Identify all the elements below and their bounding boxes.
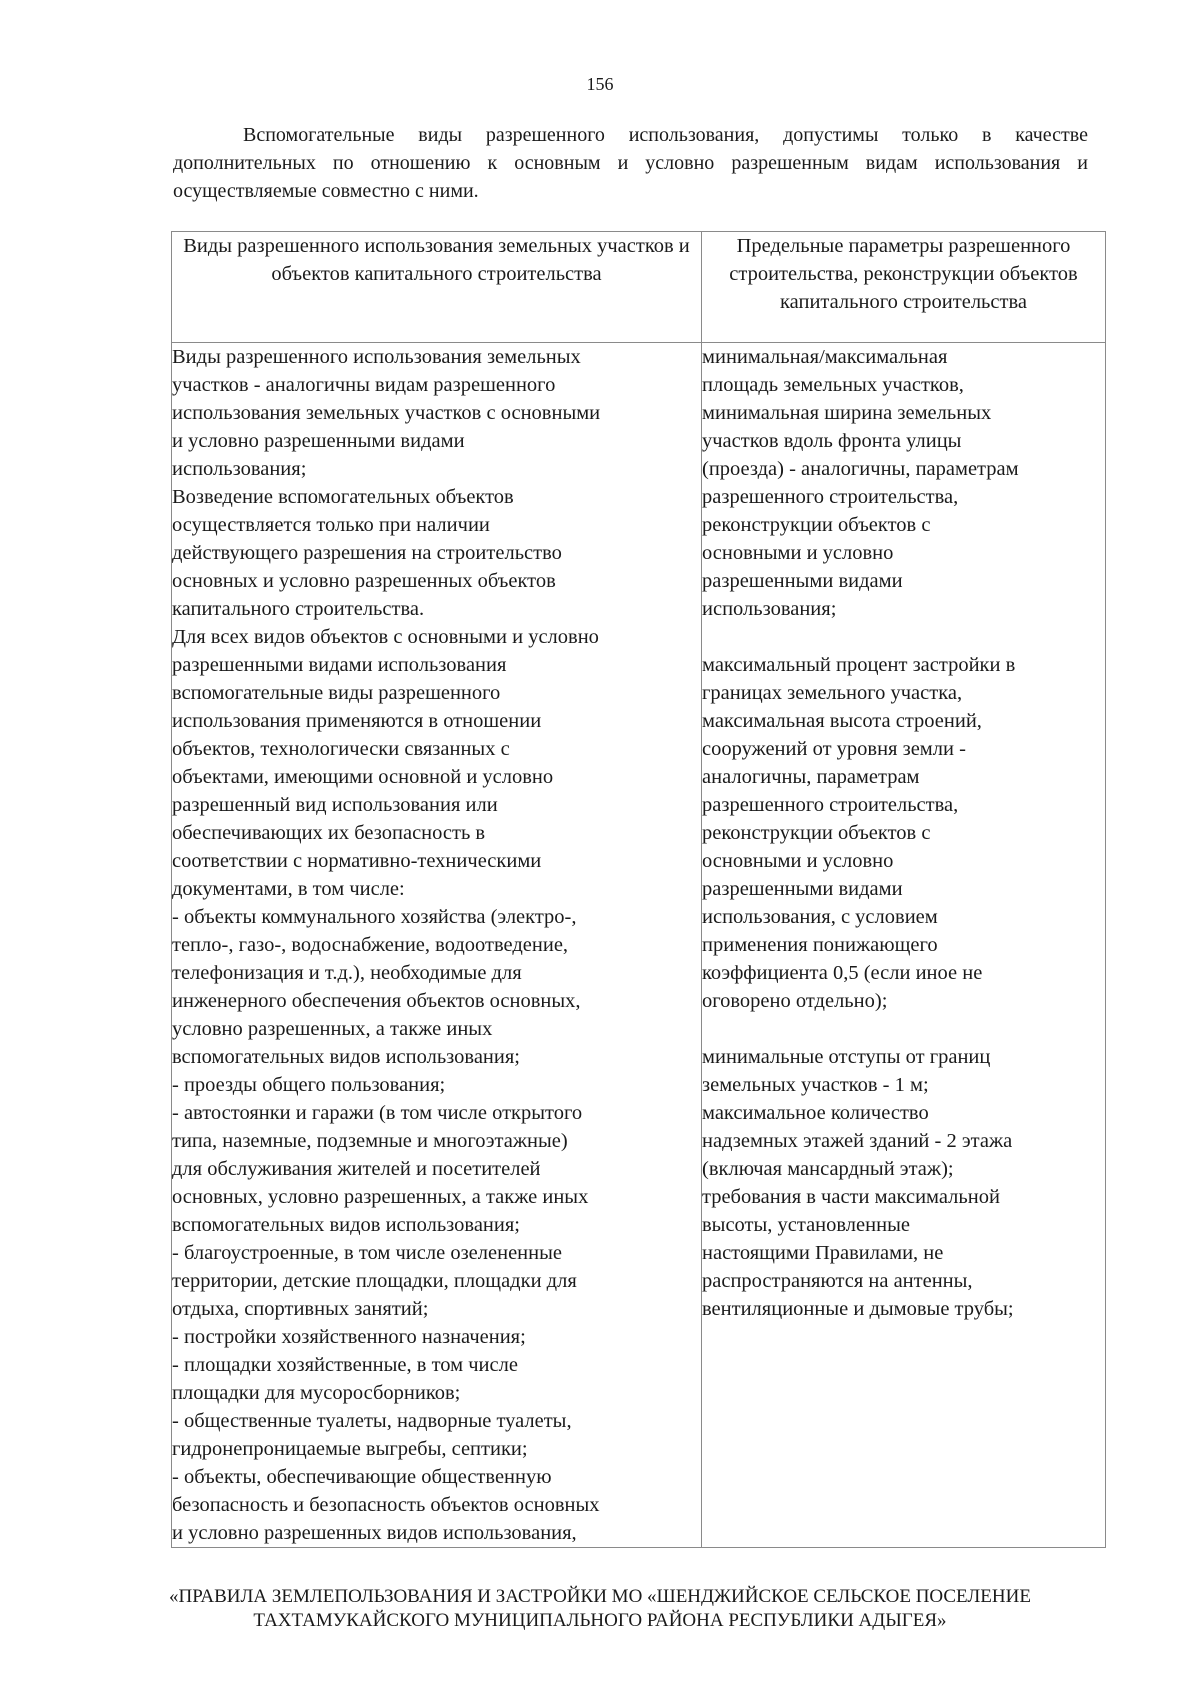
header-limit-parameters: Предельные параметры разрешенного строительства, реконструкции объектов капитального строительства: [702, 232, 1106, 343]
land-use-line: Виды разрешенного использования земельных: [172, 346, 581, 368]
land-use-line: тепло-, газо-, водоснабжение, водоотведение,: [172, 934, 569, 956]
parameter-line: аналогичны, параметрам: [702, 766, 920, 788]
land-use-line: основных, условно разрешенных, а также иных: [172, 1186, 589, 1208]
land-use-line: вспомогательные виды разрешенного: [172, 682, 501, 704]
parameter-line: земельных участков - 1 м;: [702, 1074, 929, 1096]
parameter-line: разрешенного строительства,: [702, 794, 959, 816]
parameter-line: настоящими Правилами, не: [702, 1242, 944, 1264]
parameter-line: максимальная высота строений,: [702, 710, 982, 732]
parameter-line: распространяются на антенны,: [702, 1270, 973, 1292]
land-use-line: - объекты коммунального хозяйства (электро-,: [172, 906, 577, 928]
land-use-line: телефонизация и т.д.), необходимые для: [172, 962, 522, 984]
parameter-line: минимальная ширина земельных: [702, 402, 992, 424]
land-use-types-cell: [172, 343, 702, 1548]
parameter-line: максимальный процент застройки в: [702, 654, 1016, 676]
land-use-line: отдыха, спортивных занятий;: [172, 1298, 429, 1320]
land-use-line: объектов, технологически связанных с: [172, 738, 510, 760]
parameter-line: реконструкции объектов с: [702, 514, 931, 536]
land-use-line: Возведение вспомогательных объектов: [172, 486, 514, 508]
land-use-line: Для всех видов объектов с основными и условно: [172, 626, 599, 648]
land-use-line: территории, детские площадки, площадки для: [172, 1270, 577, 1292]
land-use-line: для обслуживания жителей и посетителей: [172, 1158, 541, 1180]
parameter-line: разрешенного строительства,: [702, 486, 959, 508]
document-footer: [0, 1585, 1200, 1633]
land-use-line: и условно разрешенных видов использования,: [172, 1522, 577, 1544]
land-use-line: - объекты, обеспечивающие общественную: [172, 1466, 552, 1488]
parameter-line: разрешенными видами: [702, 570, 903, 592]
land-use-line: использования;: [172, 458, 307, 480]
parameter-line: оговорено отдельно);: [702, 990, 888, 1012]
parameter-line: реконструкции объектов с: [702, 822, 931, 844]
land-use-line: объектами, имеющими основной и условно: [172, 766, 554, 788]
parameter-line: основными и условно: [702, 542, 894, 564]
parameter-line: вентиляционные и дымовые трубы;: [702, 1298, 1014, 1320]
land-use-line: и условно разрешенными видами: [172, 430, 465, 452]
parameter-line: использования, с условием: [702, 906, 938, 928]
parameter-line: использования;: [702, 598, 837, 620]
land-use-line: соответствии с нормативно-техническими: [172, 850, 542, 872]
header-land-use-types: Виды разрешенного использования земельных участков и объектов капитального строительства: [172, 232, 702, 343]
parameter-line: (проезда) - аналогичны, параметрам: [702, 458, 1019, 480]
parameter-line: разрешенными видами: [702, 878, 903, 900]
footer-line-2: ТАХТАМУКАЙСКОГО МУНИЦИПАЛЬНОГО РАЙОНА РЕСПУБЛИКИ АДЫГЕЯ»: [253, 1610, 947, 1631]
paragraph-gap: [702, 623, 1105, 651]
land-use-line: разрешенными видами использования: [172, 654, 507, 676]
parameter-line: площадь земельных участков,: [702, 374, 964, 396]
parameter-line: применения понижающего: [702, 934, 938, 956]
land-use-line: условно разрешенных, а также иных: [172, 1018, 493, 1040]
land-use-line: действующего разрешения на строительство: [172, 542, 562, 564]
land-use-line: использования применяются в отношении: [172, 710, 542, 732]
parameter-line: требования в части максимальной: [702, 1186, 1000, 1208]
parameter-line: основными и условно: [702, 850, 894, 872]
land-use-line: типа, наземные, подземные и многоэтажные): [172, 1130, 568, 1152]
table-row: [172, 343, 1106, 1548]
parameter-line: участков вдоль фронта улицы: [702, 430, 962, 452]
limit-parameters-cell: [702, 343, 1106, 1548]
paragraph-gap: [702, 1015, 1105, 1043]
land-use-line: - автостоянки и гаражи (в том числе открытого: [172, 1102, 583, 1124]
land-use-line: - постройки хозяйственного назначения;: [172, 1326, 526, 1348]
land-use-line: - проезды общего пользования;: [172, 1074, 446, 1096]
parameter-line: минимальная/максимальная: [702, 346, 948, 368]
land-use-line: вспомогательных видов использования;: [172, 1046, 520, 1068]
parameter-line: минимальные отступы от границ: [702, 1046, 991, 1068]
land-use-line: разрешенный вид использования или: [172, 794, 498, 816]
land-use-line: - площадки хозяйственные, в том числе: [172, 1354, 518, 1376]
intro-paragraph: Вспомогательные виды разрешенного использования, допустимы только в качестве дополнительных по отношению к основным и условно разрешенным видам использования и осуществляемые совместно с ними.: [173, 124, 1088, 202]
parameter-line: надземных этажей зданий - 2 этажа: [702, 1130, 1013, 1152]
land-use-line: обеспечивающих их безопасность в: [172, 822, 486, 844]
land-use-table: [171, 231, 1106, 1548]
parameter-line: максимальное количество: [702, 1102, 929, 1124]
land-use-line: использования земельных участков с основными: [172, 402, 601, 424]
land-use-line: осуществляется только при наличии: [172, 514, 490, 536]
parameter-line: (включая мансардный этаж);: [702, 1158, 954, 1180]
footer-line-1: «ПРАВИЛА ЗЕМЛЕПОЛЬЗОВАНИЯ И ЗАСТРОЙКИ МО «ШЕНДЖИЙСКОЕ СЕЛЬСКОЕ ПОСЕЛЕНИЕ: [169, 1586, 1031, 1607]
land-use-line: - общественные туалеты, надворные туалеты,: [172, 1410, 572, 1432]
parameter-line: сооружений от уровня земли -: [702, 738, 966, 760]
land-use-line: - благоустроенные, в том числе озелененные: [172, 1242, 562, 1264]
page-number: 156: [586, 74, 614, 94]
land-use-line: вспомогательных видов использования;: [172, 1214, 520, 1236]
land-use-line: безопасность и безопасность объектов основных: [172, 1494, 600, 1516]
land-use-line: капитального строительства.: [172, 598, 425, 620]
parameter-line: коэффициента 0,5 (если иное не: [702, 962, 983, 984]
parameter-line: высоты, установленные: [702, 1214, 910, 1236]
land-use-line: инженерного обеспечения объектов основных,: [172, 990, 581, 1012]
land-use-line: площадки для мусоросборников;: [172, 1382, 461, 1404]
land-use-line: участков - аналогичны видам разрешенного: [172, 374, 556, 396]
land-use-line: гидронепроницаемые выгребы, септики;: [172, 1438, 528, 1460]
table-header-row: [172, 232, 1106, 343]
land-use-line: основных и условно разрешенных объектов: [172, 570, 556, 592]
parameter-line: границах земельного участка,: [702, 682, 963, 704]
land-use-line: документами, в том числе:: [172, 878, 405, 900]
